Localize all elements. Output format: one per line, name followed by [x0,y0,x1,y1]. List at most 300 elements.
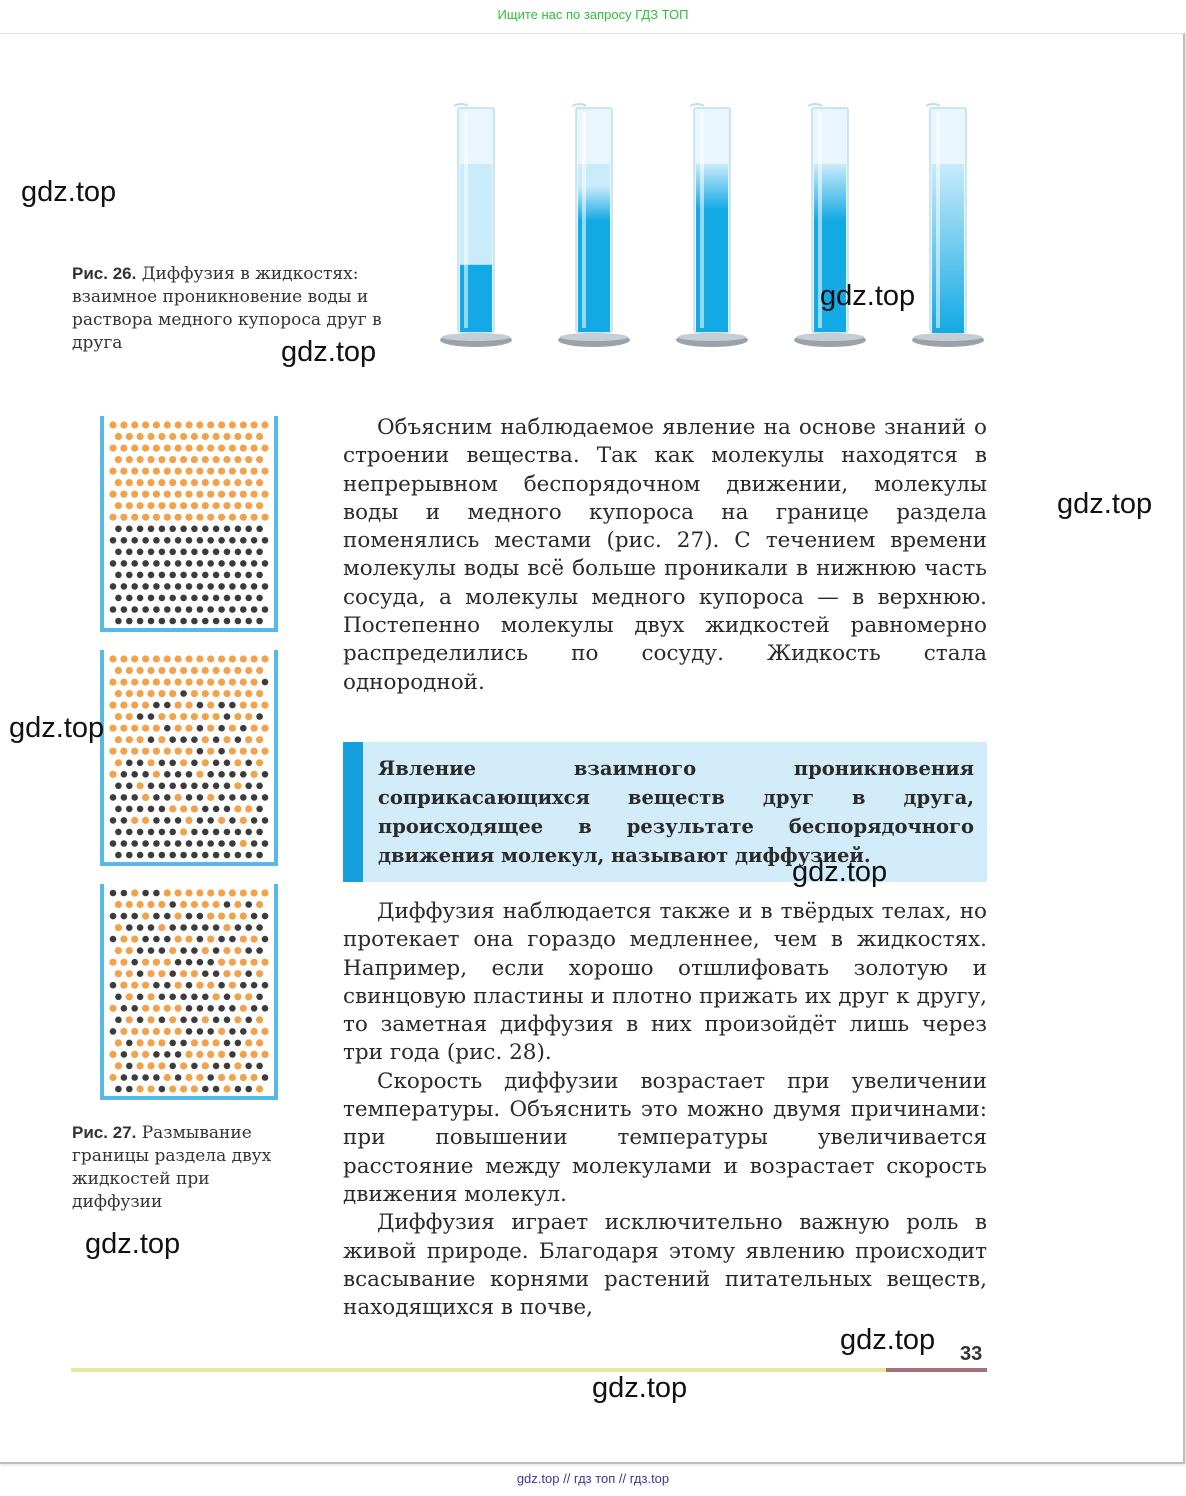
molecule-water [229,982,236,989]
molecule-solution [169,901,176,908]
molecule-water [175,468,182,475]
molecule-water [164,445,171,452]
molecule-solution [121,771,128,778]
molecule-water [240,514,247,521]
molecule-solution [207,959,214,966]
tube-2 [558,104,630,347]
molecule-solution [159,806,166,813]
molecule-water [175,794,182,801]
molecule-water [158,690,165,697]
molecule-solution [159,1017,166,1024]
molecule-water [185,679,192,686]
molecule-solution [202,806,209,813]
molecule-water [164,1028,171,1035]
tube-highlight [700,112,704,328]
molecule-water [191,1039,198,1046]
molecule-solution [169,829,176,836]
molecule-water [180,901,187,908]
molecule-solution [142,1074,149,1081]
molecule-water [137,1085,144,1092]
molecule-water [185,725,192,732]
molecule-water [180,713,187,720]
molecule-solution [153,702,160,709]
molecule-water [142,913,149,920]
molecule-solution [251,840,258,847]
molecule-water [223,924,230,931]
molecule-water [229,679,236,686]
molecule-water [137,690,144,697]
molecule-water [191,713,198,720]
molecule-water [169,502,176,509]
molecule-water [153,679,160,686]
molecule-solution [191,549,198,556]
tube-lip [808,104,822,106]
molecule-solution [142,560,149,567]
molecule-water [240,468,247,475]
molecule-water [120,959,127,966]
molecule-water [218,679,225,686]
molecule-solution [186,1005,193,1012]
molecule-water [229,748,236,755]
molecule-solution [218,936,225,943]
molecule-water [191,970,198,977]
molecule-solution [180,618,187,625]
molecule-solution [175,817,182,824]
molecule-water [120,514,127,521]
molecule-water [234,479,241,486]
molecule-solution [262,560,269,567]
panel-middle [102,650,276,864]
molecule-water [207,1051,214,1058]
molecule-water [256,970,263,977]
molecule-water [218,1051,225,1058]
molecule-water [218,1028,225,1035]
tube-lip [926,104,940,106]
watermark: gdz.top [820,280,916,312]
molecule-solution [142,606,149,613]
molecule-solution [256,549,263,556]
molecule-solution [207,537,214,544]
molecule-solution [131,771,138,778]
molecule-water [164,468,171,475]
molecule-water [240,1051,247,1058]
molecule-water [234,433,241,440]
molecule-water [180,479,187,486]
molecule-water [223,479,230,486]
molecule-water [169,690,176,697]
molecule-water [126,993,133,1000]
molecule-water [185,1074,192,1081]
molecule-solution [131,606,138,613]
molecule-solution [148,595,155,602]
molecule-solution [240,771,247,778]
molecule-water [202,433,209,440]
molecule-water [196,468,203,475]
footer-rule-accent [886,1368,987,1372]
molecule-solution [110,936,117,943]
molecule-solution [180,1017,187,1024]
molecule-solution [218,537,225,544]
molecule-water [120,679,127,686]
molecule-solution [251,606,258,613]
molecule-water [196,982,203,989]
molecule-solution [164,702,171,709]
molecule-solution [262,606,269,613]
molecule-water [245,736,252,743]
molecule-water [142,1005,149,1012]
molecule-solution [169,970,176,977]
molecule-solution [245,618,252,625]
molecule-water [142,491,149,498]
molecule-solution [131,1074,138,1081]
molecule-solution [213,526,220,533]
figure-27-label: Рис. 27. [72,1123,137,1142]
bottom-banner[interactable]: gdz.top // гдз топ // гдз.top [516,1471,670,1486]
molecule-solution [153,936,160,943]
molecule-solution [256,924,263,931]
molecule-water [261,514,268,521]
molecule-water [142,959,149,966]
molecule-water [240,702,247,709]
molecule-water [137,479,144,486]
molecule-water [126,970,133,977]
molecule-water [196,445,203,452]
molecule-water [251,445,258,452]
molecule-water [185,445,192,452]
molecule-solution [197,537,204,544]
molecule-solution [137,618,144,625]
molecule-water [202,736,209,743]
molecule-water [131,982,138,989]
molecule-water [251,514,258,521]
molecule-water [115,759,122,766]
molecule-solution [251,913,258,920]
molecule-solution [251,1005,258,1012]
molecule-solution [207,840,214,847]
molecule-solution [213,618,220,625]
molecule-water [207,468,214,475]
molecule-water [256,502,263,509]
molecule-water [180,1085,187,1092]
molecule-water [131,889,138,896]
molecule-solution [131,1005,138,1012]
molecule-water [191,901,198,908]
molecule-water [256,433,263,440]
molecule-solution [224,1063,231,1070]
molecule-solution [213,806,220,813]
molecule-solution [224,595,231,602]
molecule-water [229,1074,236,1081]
molecule-solution [245,852,252,859]
molecule-solution [186,1028,193,1035]
molecule-water [207,982,214,989]
molecule-water [109,748,116,755]
molecule-water [153,1028,160,1035]
molecule-solution [186,982,193,989]
molecule-solution [245,924,252,931]
molecule-water [120,982,127,989]
molecule-solution [240,583,247,590]
tube-base-top [796,333,864,341]
molecule-water [115,1039,122,1046]
molecule-solution [256,852,263,859]
molecule-solution [245,760,252,767]
molecule-solution [175,840,182,847]
molecule-solution [159,829,166,836]
molecule-solution [131,560,138,567]
molecule-water [213,456,220,463]
molecule-solution [121,1005,128,1012]
molecule-solution [115,994,122,1001]
molecule-solution [153,537,160,544]
molecule-solution [218,583,225,590]
molecule-water [213,479,220,486]
molecule-water [251,468,258,475]
tube-base-top [560,333,628,341]
molecule-water [213,433,220,440]
figure-27-panels [98,412,288,1112]
molecule-solution [235,852,242,859]
molecule-water [137,433,144,440]
molecule-water [169,805,176,812]
molecule-water [202,1039,209,1046]
molecule-water [213,690,220,697]
molecule-water [240,889,247,896]
molecule-water [142,725,149,732]
molecule-solution [164,725,171,732]
molecule-water [142,468,149,475]
molecule-solution [207,771,214,778]
molecule-solution [180,736,187,743]
molecule-water [261,1051,268,1058]
molecule-water [180,828,187,835]
tube-lip [454,104,468,106]
molecule-water [109,771,116,778]
molecule-water [131,1028,138,1035]
molecule-solution [115,1017,122,1024]
molecule-water [202,502,209,509]
molecule-solution [175,606,182,613]
molecule-solution [121,890,128,897]
molecule-solution [235,924,242,931]
molecule-solution [148,713,155,720]
molecule-water [131,817,138,824]
molecule-solution [197,840,204,847]
molecule-solution [251,537,258,544]
molecule-water [245,667,252,674]
molecule-solution [197,817,204,824]
molecule-water [175,936,182,943]
molecule-water [126,947,133,954]
molecule-water [240,1074,247,1081]
molecule-water [229,913,236,920]
molecule-solution [251,560,258,567]
molecule-water [202,713,209,720]
molecule-water [261,748,268,755]
molecule-solution [186,771,193,778]
molecule-water [213,901,220,908]
molecule-solution [110,794,117,801]
molecule-solution [164,1051,171,1058]
molecule-water [175,445,182,452]
molecule-solution [159,526,166,533]
molecule-water [191,479,198,486]
molecule-water [213,667,220,674]
molecule-water [153,725,160,732]
molecule-solution [251,982,258,989]
molecule-water [251,1028,258,1035]
molecule-water [109,725,116,732]
molecule-water [158,433,165,440]
molecule-solution [256,947,263,954]
molecule-water [126,456,133,463]
molecule-water [261,1028,268,1035]
molecule-solution [169,526,176,533]
molecule-solution [229,702,236,709]
molecule-solution [191,1017,198,1024]
molecule-solution [159,994,166,1001]
molecule-water [240,936,247,943]
molecule-water [120,936,127,943]
molecule-solution [148,829,155,836]
molecule-water [131,936,138,943]
molecule-water [180,433,187,440]
molecule-water [180,1062,187,1069]
molecule-water [207,936,214,943]
molecule-solution [229,817,236,824]
molecule-solution [218,771,225,778]
molecule-solution [137,924,144,931]
molecule-water [115,713,122,720]
molecule-solution [121,606,128,613]
molecule-water [169,1016,176,1023]
molecule-water [158,502,165,509]
molecule-water [218,959,225,966]
molecule-solution [148,852,155,859]
molecule-water [223,433,230,440]
molecule-solution [245,829,252,836]
molecule-water [175,679,182,686]
molecule-water [185,468,192,475]
watermark: gdz.top [592,1372,688,1404]
molecule-water [153,491,160,498]
molecule-water [120,702,127,709]
molecule-water [180,805,187,812]
molecule-solution [202,572,209,579]
molecule-water [164,1005,171,1012]
molecule-solution [175,1051,182,1058]
molecule-water [218,817,225,824]
molecule-water [147,993,154,1000]
molecule-water [126,502,133,509]
molecule-water [153,655,160,662]
molecule-solution [142,936,149,943]
molecule-water [234,1016,241,1023]
tube-lip [690,104,704,106]
molecule-water [229,468,236,475]
molecule-solution [159,572,166,579]
molecule-solution [256,572,263,579]
molecule-water [202,1016,209,1023]
molecule-solution [207,560,214,567]
molecule-water [137,736,144,743]
molecule-solution [207,583,214,590]
molecule-solution [235,572,242,579]
molecule-solution [159,618,166,625]
molecule-solution [207,606,214,613]
top-banner[interactable]: Ищите нас по запросу ГДЗ ТОП [497,7,689,22]
molecule-water [234,970,241,977]
molecule-water [185,748,192,755]
molecule-water [229,959,236,966]
tube-base-top [678,333,746,341]
molecule-water [120,1028,127,1035]
molecule-water [175,1028,182,1035]
molecule-solution [126,549,133,556]
molecule-water [153,959,160,966]
molecule-water [175,913,182,920]
figure-26-tubes [438,96,998,356]
paragraph-2: Диффузия наблюдается также и в твёрдых телах, но протекает она гораздо медленнее, чем в жидкостях. Например, если хорошо отшлифовать золотую и свинцовую пластины и плотно прижать их друг к другу, то заметная диффузия в них произойдёт лишь через три года (рис. 28). [343,899,987,1066]
molecule-water [223,667,230,674]
molecule-solution [235,595,242,602]
molecule-water [147,970,154,977]
molecule-water [229,421,236,428]
molecule-water [261,725,268,732]
molecule-water [240,421,247,428]
molecule-solution [153,817,160,824]
molecule-water [196,514,203,521]
molecule-water [164,1074,171,1081]
molecule-solution [159,783,166,790]
molecule-solution [153,1051,160,1058]
molecule-water [158,924,165,931]
molecule-solution [256,783,263,790]
molecule-water [158,713,165,720]
molecule-water [120,421,127,428]
molecule-solution [197,1028,204,1035]
molecule-solution [213,1063,220,1070]
molecule-water [218,421,225,428]
molecule-solution [153,560,160,567]
molecule-water [153,771,160,778]
molecule-water [240,959,247,966]
molecule-water [207,794,214,801]
molecule-solution [137,806,144,813]
molecule-solution [137,760,144,767]
molecule-water [169,667,176,674]
molecule-water [115,970,122,977]
molecule-solution [213,549,220,556]
molecule-water [202,1062,209,1069]
molecule-solution [256,526,263,533]
molecule-water [261,959,268,966]
molecule-water [207,702,214,709]
molecule-solution [229,583,236,590]
molecule-solution [126,760,133,767]
molecule-solution [137,829,144,836]
molecule-water [175,491,182,498]
molecule-water [180,667,187,674]
molecule-water [137,456,144,463]
molecule-water [245,690,252,697]
molecule-solution [121,1051,128,1058]
molecule-water [202,901,209,908]
molecule-water [142,655,149,662]
molecule-solution [153,583,160,590]
molecule-water [120,468,127,475]
molecule-solution [213,783,220,790]
